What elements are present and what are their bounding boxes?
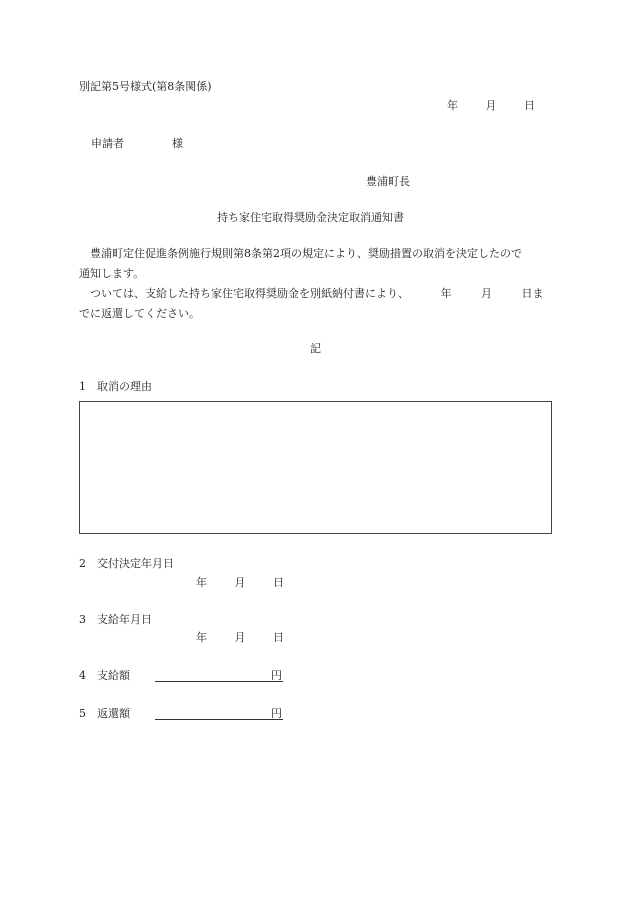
body-paragraph-1 [79, 244, 554, 284]
reason-box[interactable] [79, 401, 552, 534]
body-p2-line2: でに返還してください。 [79, 307, 200, 320]
body-p2-day: 日ま [521, 287, 544, 300]
refund-yen: 円 [271, 707, 282, 720]
issue-date-year: 年 [447, 99, 458, 112]
decision-date [196, 577, 284, 588]
decision-date-month: 月 [234, 576, 246, 589]
payment-date-month: 月 [234, 631, 246, 644]
refund-label: 5 返還額 [79, 707, 130, 720]
body-p1-line2: 通知します。 [79, 267, 145, 280]
body-p2-text: ついては、支給した持ち家住宅取得奨励金を別紙納付書により、 [90, 287, 409, 300]
addressee-honorific: 様 [172, 137, 183, 150]
issue-date-month: 月 [485, 99, 497, 112]
payment-date-day: 日 [273, 631, 284, 644]
decision-date-label: 2 交付決定年月日 [79, 557, 174, 570]
payment-date [196, 632, 284, 643]
decision-date-year: 年 [196, 576, 207, 589]
issuer: 豊浦町長 [366, 175, 410, 188]
body-p2-year: 年 [440, 287, 452, 300]
addressee-label: 申請者 [91, 137, 124, 150]
document-title: 持ち家住宅取得奨励金決定取消通知書 [217, 211, 404, 224]
amount-yen: 円 [271, 669, 282, 682]
amount-label: 4 支給額 [79, 669, 130, 682]
payment-date-label: 3 支給年月日 [79, 613, 152, 626]
body-paragraph-2 [79, 284, 554, 324]
body-p1-line1: 豊浦町定住促進条例施行規則第8条第2項の規定により、奨励措置の取消を決定したので [90, 247, 522, 260]
form-label: 別記第5号様式(第8条関係) [79, 80, 212, 93]
decision-date-day: 日 [273, 576, 284, 589]
reason-label: 1 取消の理由 [79, 380, 152, 393]
issue-date-day: 日 [524, 99, 535, 112]
issue-date [447, 100, 535, 111]
amount-underline[interactable] [155, 681, 283, 682]
payment-date-year: 年 [196, 631, 207, 644]
body-p2-month: 月 [481, 287, 492, 300]
refund-underline[interactable] [155, 719, 283, 720]
ki-heading: 記 [310, 342, 321, 355]
